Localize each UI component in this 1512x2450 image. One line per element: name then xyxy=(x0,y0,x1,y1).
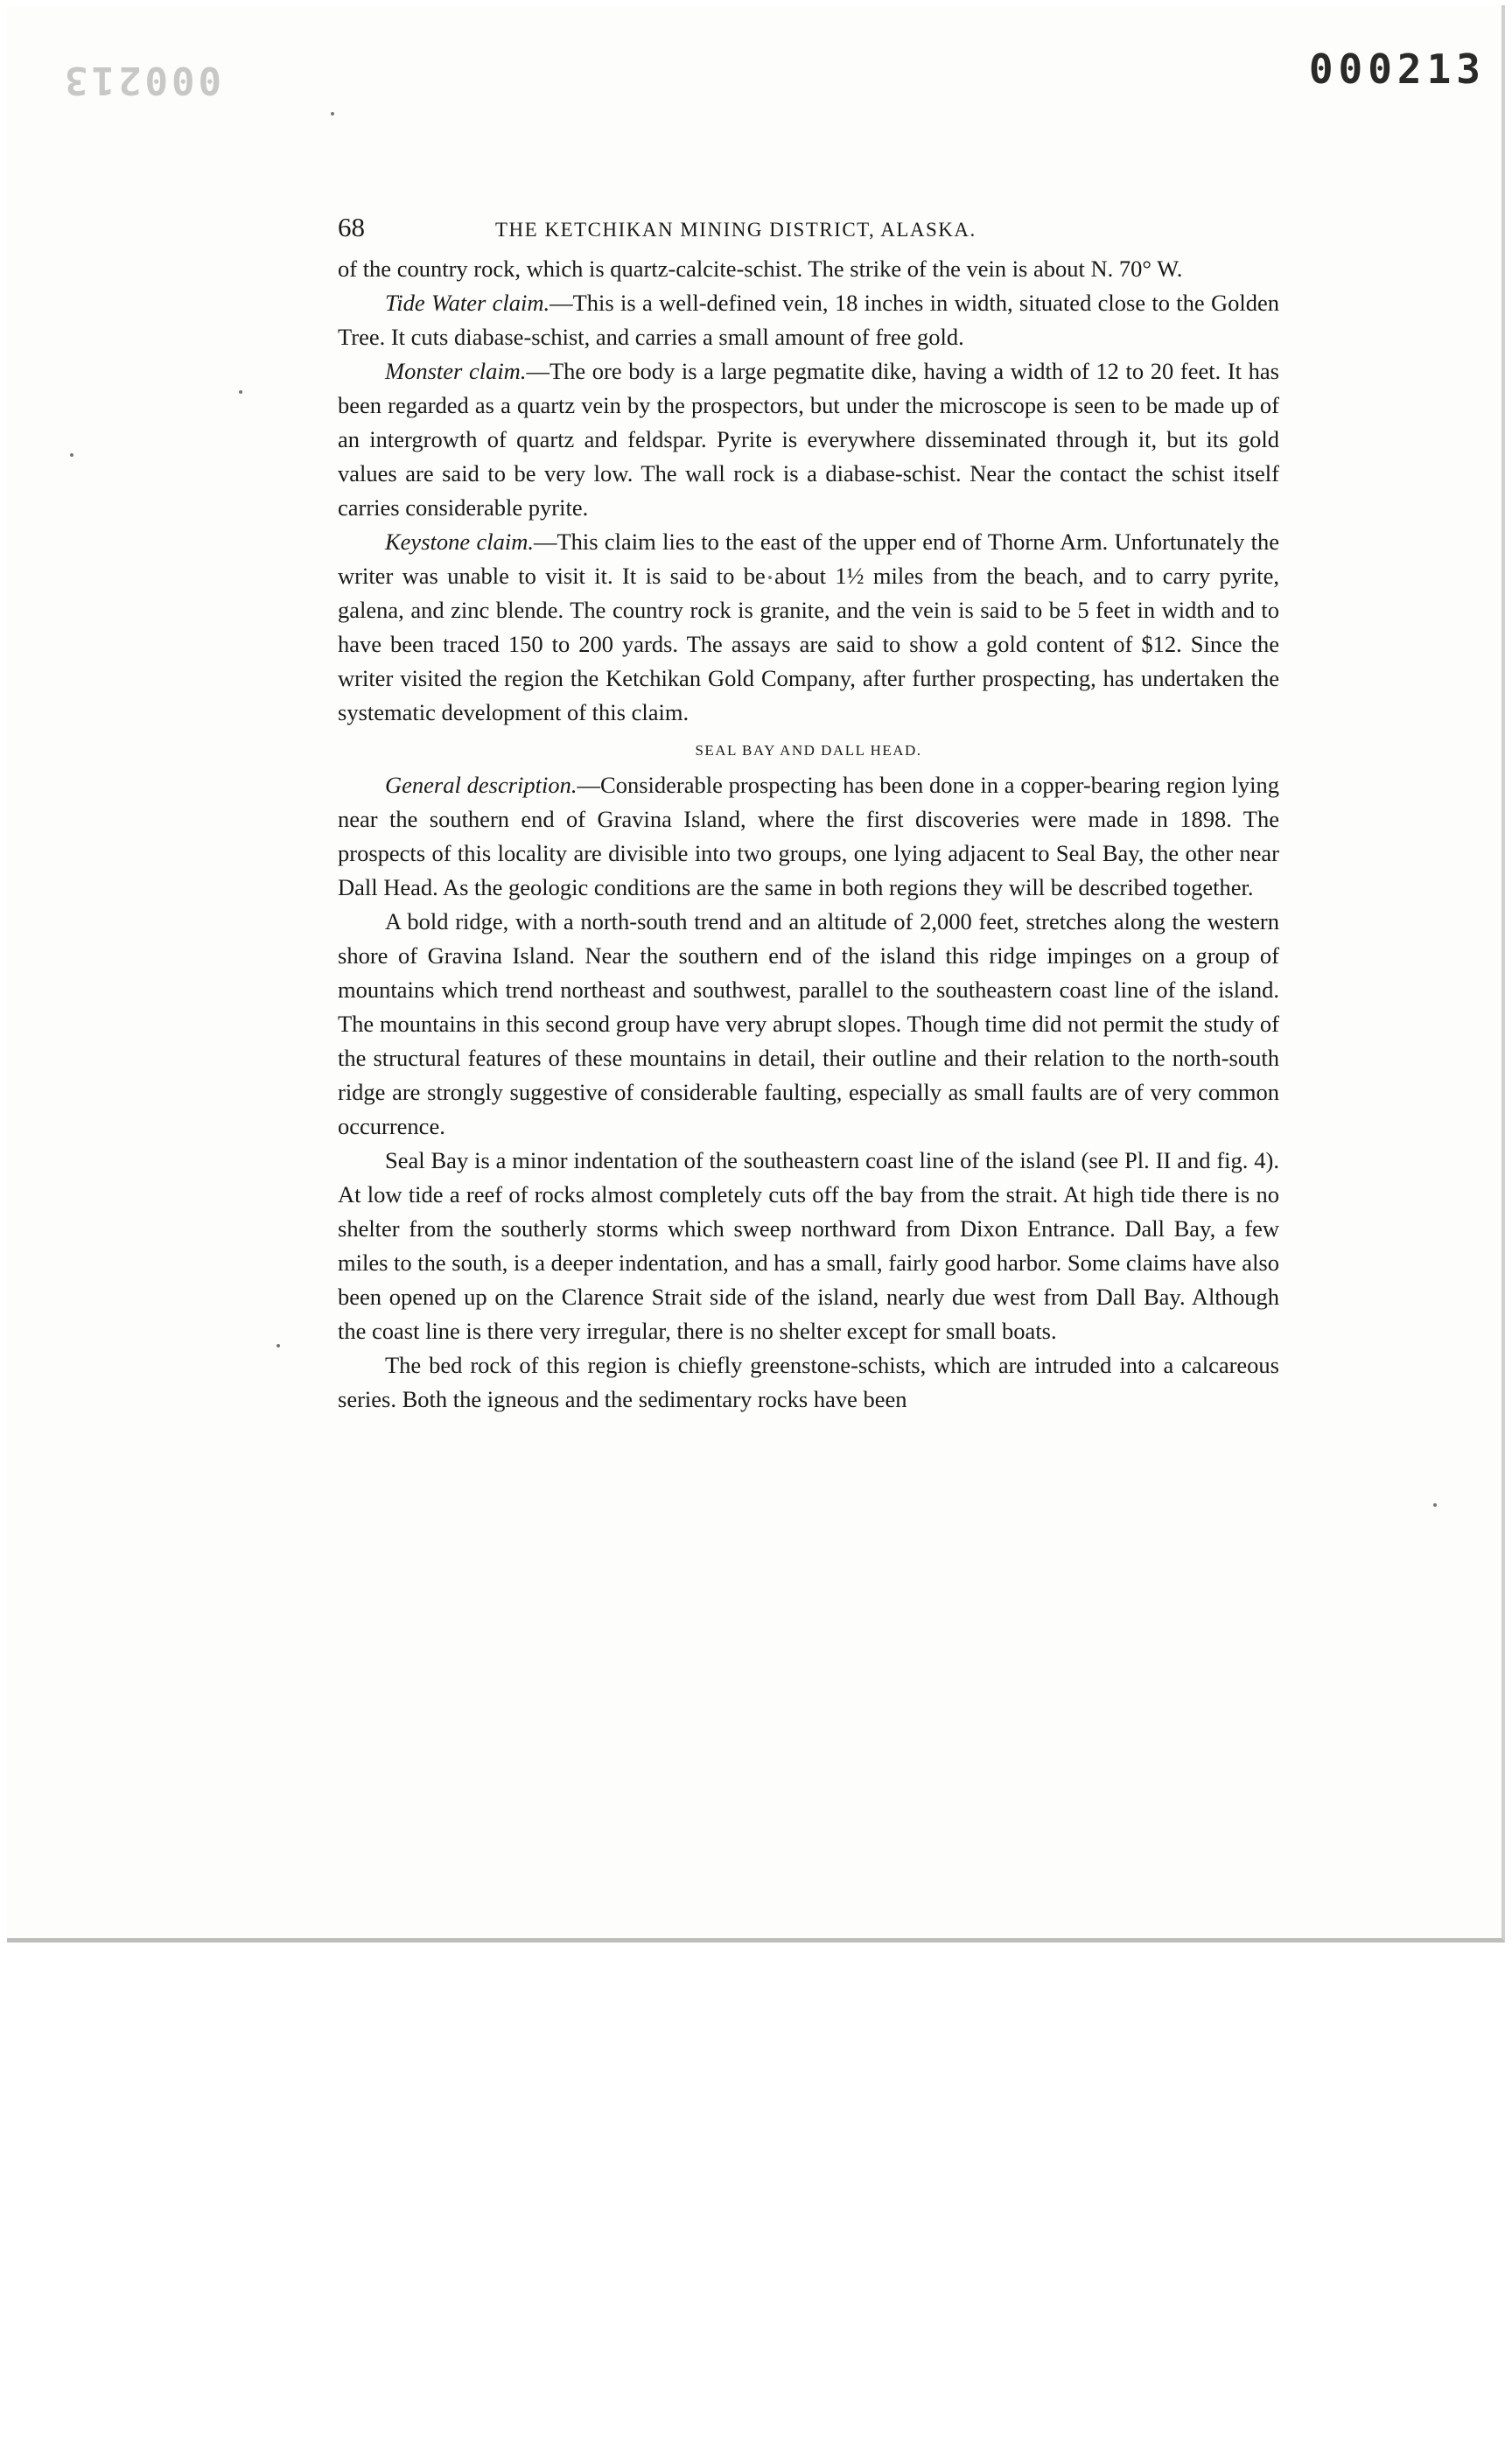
scanned-page xyxy=(7,5,1505,1942)
paragraph-ridge xyxy=(338,905,1279,1144)
page-number: 68 xyxy=(338,212,365,242)
paragraph-body: of the country rock, which is quartz-calcite-schist. The strike of the vein is about N. 70° W. xyxy=(338,256,1183,282)
scan-speck xyxy=(239,390,242,394)
scan-speck xyxy=(1433,1503,1437,1507)
scan-speck xyxy=(70,453,74,457)
scan-speck xyxy=(331,112,334,116)
paragraph-continuation xyxy=(338,252,1279,286)
paragraph-body: Seal Bay is a minor indentation of the southeastern coast line of the island (see Pl. II and fig. 4). At low tide a reef of rocks almost completely cuts off the bay from the strait. At high tide there is no shelter from the southerly storms which sweep northward from Dixon Entrance. Dall Bay, a few miles to the south, is a deeper indentation, and has a small, fairly good harbor. Some claims have also been opened up on the Clarence Strait side of the island, nearly due west from Dall Bay. Although the coast line is there very irregular, there is no shelter except for small boats. xyxy=(338,1147,1279,1344)
claim-heading: Tide Water claim. xyxy=(385,290,550,316)
archive-stamp: 000213 xyxy=(1308,46,1486,93)
paragraph-body: A bold ridge, with a north-south trend and an altitude of 2,000 feet, stretches along the western shore of Gravina Island. Near the southern end of the island this ridge impinges on a group of mountains which trend northeast and southwest, parallel to the southeastern coast line of the island. The mountains in this second group have very abrupt slopes. Though time did not permit the study of the structural features of these mountains in detail, their outline and their relation to the north-south ridge are strongly suggestive of considerable faulting, especially as small faults are of very common occurrence. xyxy=(338,908,1279,1139)
paragraph-body: The bed rock of this region is chiefly greenstone-schists, which are intruded into a calcareous series. Both the igneous and the sedimentary rocks have been xyxy=(338,1352,1279,1412)
paragraph-body: —The ore body is a large pegmatite dike, having a width of 12 to 20 feet. It has been regarded as a quartz vein by the prospectors, but under the microscope is seen to be made up of an intergrowth of quartz and feldspar. Pyrite is everywhere disseminated through it, but its gold values are said to be very low. The wall rock is a diabase-schist. Near the contact the schist itself carries considerable pyrite. xyxy=(338,358,1279,521)
paragraph-seal-bay xyxy=(338,1144,1279,1348)
paragraph-bed-rock xyxy=(338,1348,1279,1417)
paragraph-body: —This is a well-defined vein, 18 inches in width, situated close to the Golden Tree. It cuts diabase-schist, and carries a small amount of free gold. xyxy=(338,290,1279,350)
paragraph-body: —This claim lies to the east of the upper end of Thorne Arm. Unfortunately the writer was unable to visit it. It is said to be about 1½ miles from the beach, and to carry pyrite, galena, and zinc blende. The country rock is granite, and the vein is said to be 5 feet in width and to have been traced 150 to 200 yards. The assays are said to show a gold content of $12. Since the writer visited the region the Ketchikan Gold Company, after further prospecting, has undertaken the systematic development of this claim. xyxy=(338,528,1279,725)
section-heading: SEAL BAY AND DALL HEAD. xyxy=(695,742,922,759)
scan-speck xyxy=(276,1344,280,1348)
paragraph-general-description xyxy=(338,768,1279,905)
claim-heading: Monster claim. xyxy=(385,358,527,384)
paragraph-keystone-claim xyxy=(338,525,1279,730)
archive-stamp-faded: 000213 xyxy=(61,58,221,102)
paragraph-heading: General description. xyxy=(385,772,578,798)
claim-heading: Keystone claim. xyxy=(385,528,534,555)
running-title: THE KETCHIKAN MINING DISTRICT, ALASKA. xyxy=(495,219,976,241)
page-text xyxy=(338,212,1279,1417)
paragraph-body: —Considerable prospecting has been done in a copper-bearing region lying near the southern end of Gravina Island, where the first discoveries were made in 1898. The prospects of this locality are divisible into two groups, one lying adjacent to Seal Bay, the other near Dall Head. As the geologic conditions are the same in both regions they will be described together. xyxy=(338,772,1279,900)
running-header xyxy=(338,212,1279,252)
paragraph-tide-water-claim xyxy=(338,286,1279,354)
paragraph-monster-claim xyxy=(338,354,1279,525)
